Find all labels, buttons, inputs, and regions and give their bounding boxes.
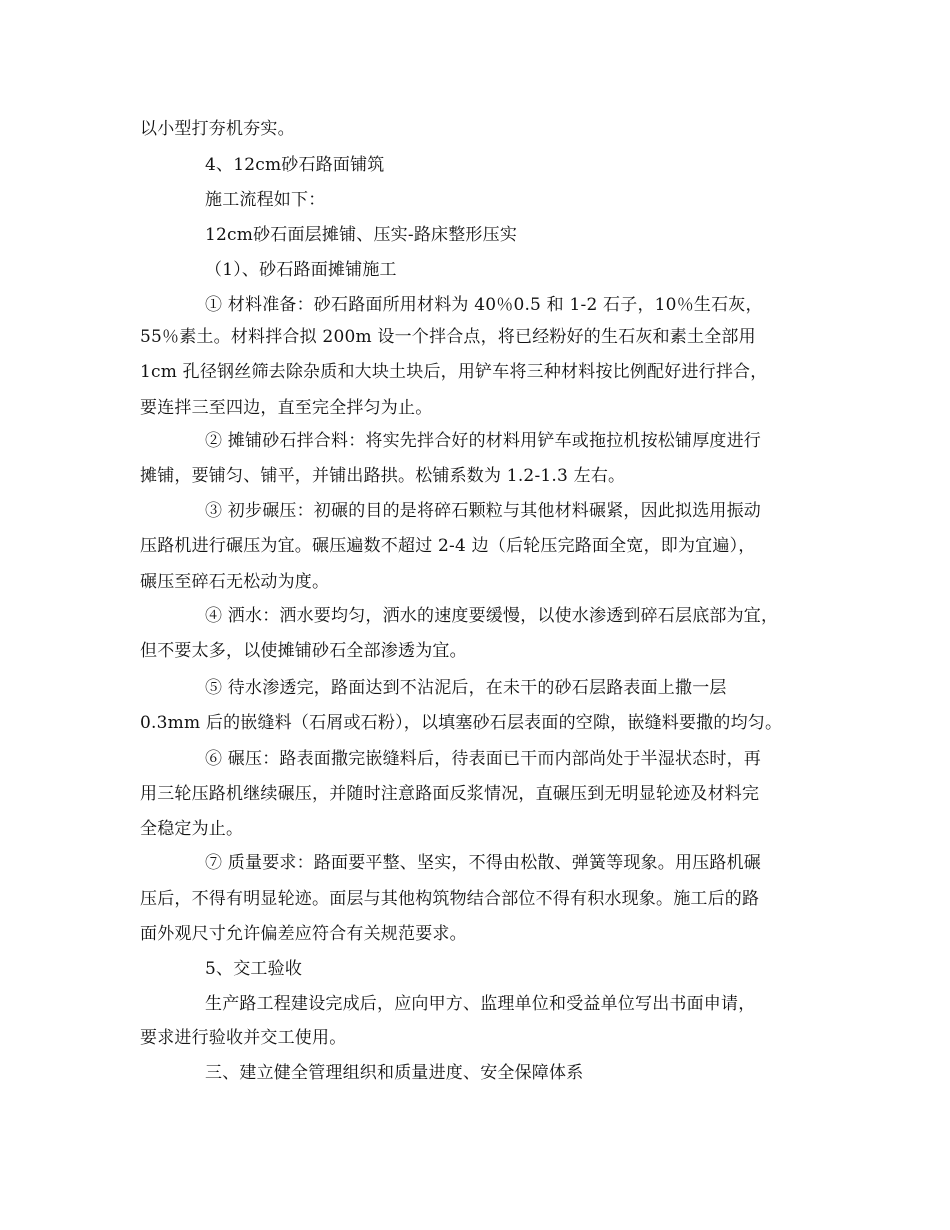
text-line: 摊铺，要铺匀、铺平，并铺出路拱。松铺系数为 1.2-1.3 左右。 bbox=[140, 466, 626, 486]
text-line: 55％素土。材料拌合拟 200m 设一个拌合点，将已经粉好的生石灰和素土全部用 bbox=[140, 327, 756, 347]
text-line: ④ 洒水：洒水要均匀，洒水的速度要缓慢，以使水渗透到碎石层底部为宜， bbox=[205, 606, 779, 626]
text-line: 用三轮压路机继续碾压，并随时注意路面反浆情况，直碾压到无明显轮迹及材料完 bbox=[140, 784, 760, 804]
text-line: 压路机进行碾压为宜。碾压遍数不超过 2-4 边（后轮压完路面全宽，即为宜遍）， bbox=[140, 536, 756, 556]
subsection-heading: （1）、砂石路面摊铺施工 bbox=[205, 260, 397, 280]
text-line: 施工流程如下： bbox=[205, 190, 326, 210]
text-line: 面外观尺寸允许偏差应符合有关规范要求。 bbox=[140, 924, 467, 944]
text-line: 碾压至碎石无松动为度。 bbox=[140, 572, 330, 592]
text-line: 全稳定为止。 bbox=[140, 819, 244, 839]
text-line: 但不要太多，以使摊铺砂石全部渗透为宜。 bbox=[140, 641, 467, 661]
text-line: 0.3mm 后的嵌缝料（石屑或石粉），以填塞砂石层表面的空隙，嵌缝料要撒的均匀。 bbox=[140, 713, 783, 733]
chapter-heading: 三、建立健全管理组织和质量进度、安全保障体系 bbox=[205, 1063, 584, 1083]
text-line: 1cm 孔径钢丝筛去除杂质和大块土块后，用铲车将三种材料按比例配好进行拌合， bbox=[140, 362, 768, 382]
section-heading: 5、交工验收 bbox=[205, 959, 303, 979]
text-line: 要连拌三至四边，直至完全拌匀为止。 bbox=[140, 398, 433, 418]
text-line: 要求进行验收并交工使用。 bbox=[140, 1028, 347, 1048]
text-line: ③ 初步碾压：初碾的目的是将碎石颗粒与其他材料碾紧，因此拟选用振动 bbox=[205, 501, 762, 521]
section-heading: 4、12cm砂石路面铺筑 bbox=[205, 155, 385, 175]
text-line: ⑥ 碾压：路表面撒完嵌缝料后，待表面已干而内部尚处于半湿状态时，再 bbox=[205, 749, 762, 769]
text-line: 生产路工程建设完成后，应向甲方、监理单位和受益单位写出书面申请， bbox=[205, 994, 756, 1014]
text-line: 12cm砂石面层摊铺、压实-路床整形压实 bbox=[205, 225, 518, 245]
text-line: 以小型打夯机夯实。 bbox=[140, 119, 295, 139]
text-line: ⑦ 质量要求：路面要平整、坚实，不得由松散、弹簧等现象。用压路机碾 bbox=[205, 853, 762, 873]
text-line: ① 材料准备：砂石路面所用材料为 40％0.5 和 1-2 石子，10％生石灰， bbox=[205, 295, 763, 315]
text-line: ② 摊铺砂石拌合料：将实先拌合好的材料用铲车或拖拉机按松铺厚度进行 bbox=[205, 431, 762, 451]
text-line: ⑤ 待水渗透完，路面达到不沾泥后，在未干的砂石层路表面上撒一层 bbox=[205, 678, 727, 698]
text-line: 压后，不得有明显轮迹。面层与其他构筑物结合部位不得有积水现象。施工后的路 bbox=[140, 889, 760, 909]
